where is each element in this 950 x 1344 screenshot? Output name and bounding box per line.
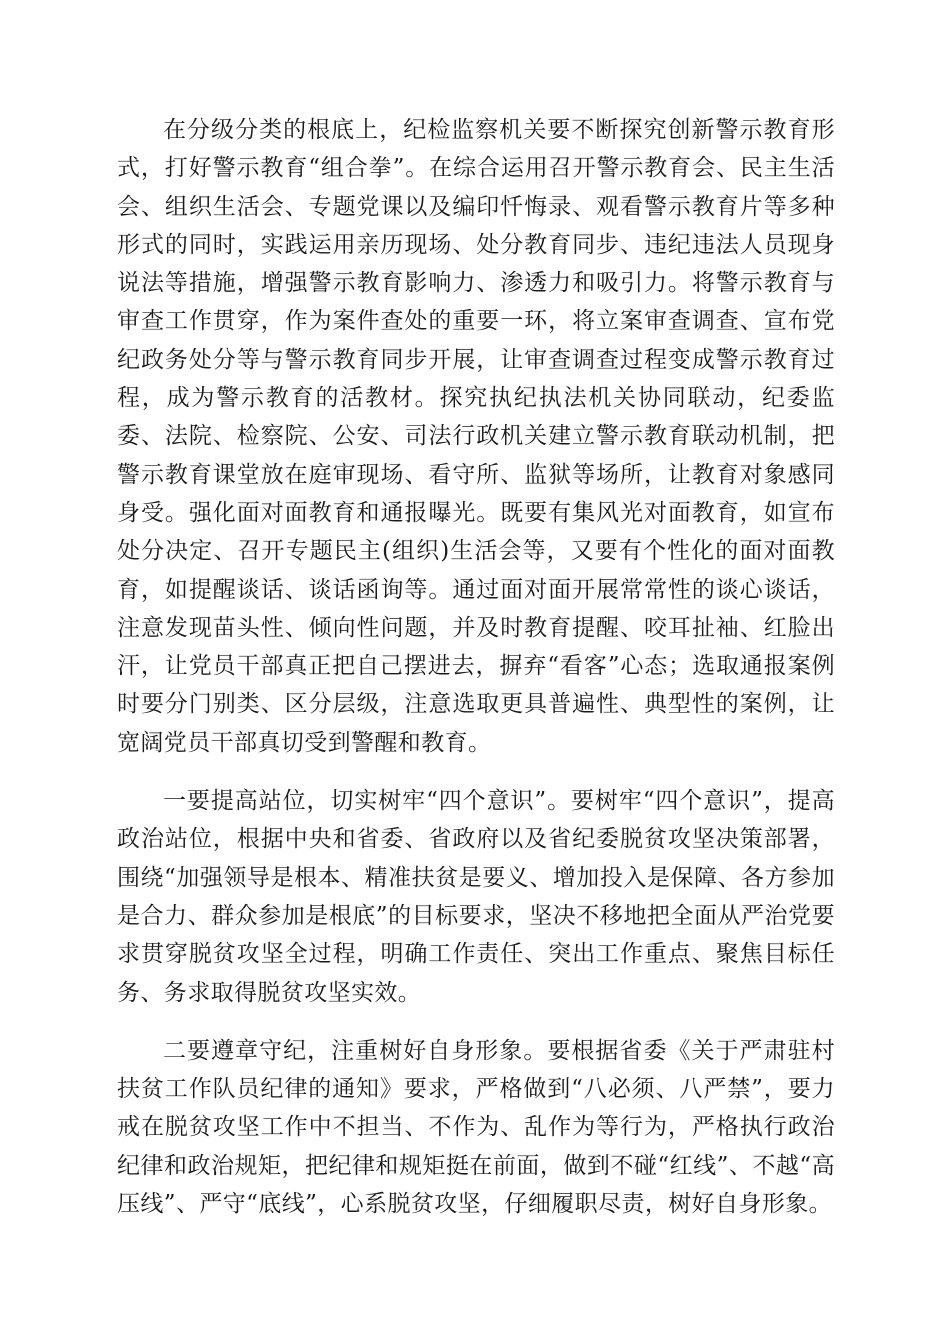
paragraph-observe-discipline: 二要遵章守纪，注重树好自身形象。要根据省委《关于严肃驻村扶贫工作队员纪律的通知》要求，严格做到“八必须、八严禁”，要力戒在脱贫攻坚工作中不担当、不作为、乱作为等行为，严格执行政治纪律和政治规矩，把纪律和规矩挺在前面，做到不碰“红线”、不越“高压线”、严守“底线”，心系脱贫攻坚，仔细履职尽责，树好自身形象。 [117,1037,835,1218]
paragraph-warning-education: 在分级分类的根底上，纪检监察机关要不断探究创新警示教育形式，打好警示教育“组合拳”。在综合运用召开警示教育会、民主生活会、组织生活会、专题党课以及编印忏悔录、观看警示教育片等多种形式的同时，实践运用亲历现场、处分教育同步、违纪违法人员现身说法等措施，增强警示教育影响力、渗透力和吸引力。将警示教育与审查工作贯穿，作为案件查处的重要一环，将立案审查调查、宣布党纪政务处分等与警示教育同步开展，让审查调查过程变成警示教育过程，成为警示教育的活教材。探究执纪执法机关协同联动，纪委监委、法院、检察院、公安、司法行政机关建立警示教育联动机制，把警示教育课堂放在庭审现场、看守所、监狱等场所，让教育对象感同身受。强化面对面教育和通报曝光。既要有集风光对面教育，如宣布处分决定、召开专题民主(组织)生活会等，又要有个性化的面对面教育，如提醒谈话、谈话函询等。通过面对面开展常常性的谈心谈话，注意发现苗头性、倾向性问题，并及时教育提醒、咬耳扯袖、红脸出汗，让党员干部真正把自己摆进去，摒弃“看客”心态；选取通报案例时要分门别类、区分层级，注意选取更具普遍性、典型性的案例，让宽阔党员干部真切受到警醒和教育。 [117,117,835,756]
document-body [117,111,835,1223]
paragraph-raise-standing: 一要提高站位，切实树牢“四个意识”。要树牢“四个意识”，提高政治站位，根据中央和省委、省政府以及省纪委脱贫攻坚决策部署，围绕“加强领导是根本、精准扶贫是要义、增加投入是保障、各方参加是合力、群众参加是根底”的目标要求，坚决不移地把全面从严治党要求贯穿脱贫攻坚全过程，明确工作责任、突出工作重点、聚焦目标任务、务求取得脱贫攻坚实效。 [117,788,835,1006]
